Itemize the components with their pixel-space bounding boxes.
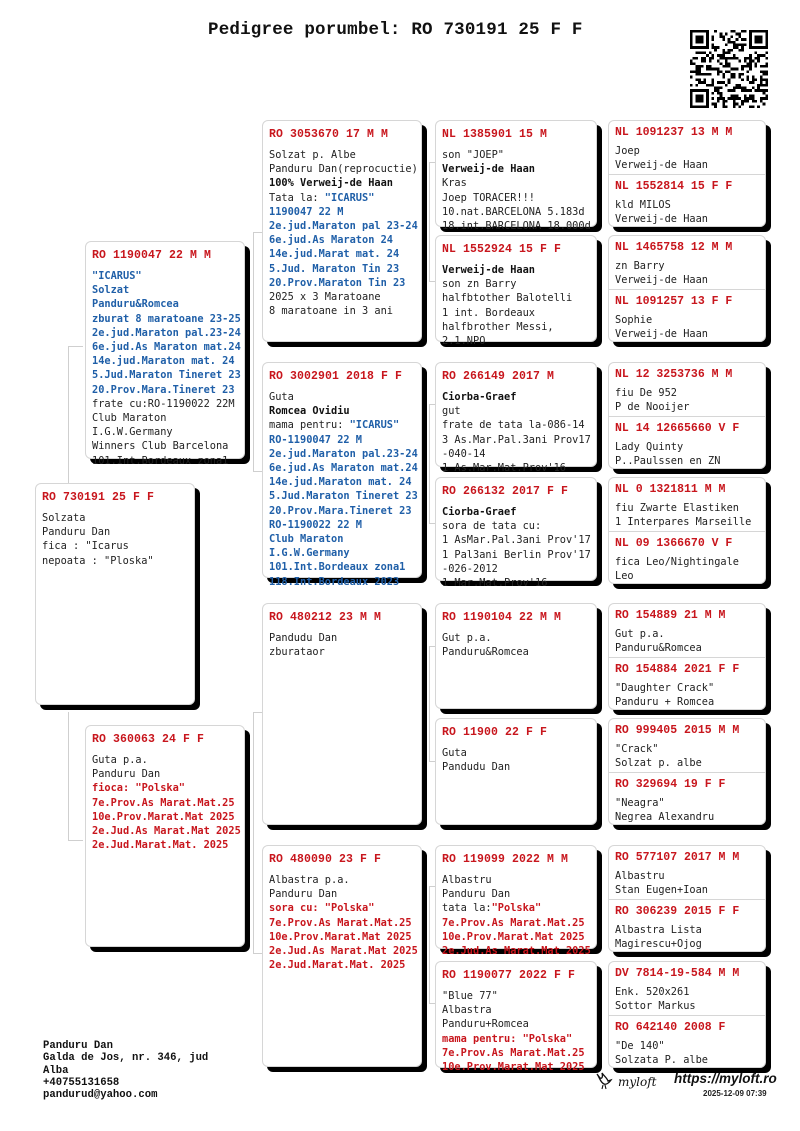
ring-number: DV 7814-19-584 M M (615, 967, 740, 980)
card-line: Pandudu Dan (442, 761, 511, 774)
pigeon-card-ggp-5[interactable] (435, 603, 597, 709)
card-line: 101.Int.Bordeaux zona1 (92, 454, 229, 467)
card-line: Gut p.a. (442, 632, 492, 644)
pigeon-card-g4-1[interactable] (609, 121, 765, 174)
card-line-text: tata la: (442, 902, 492, 915)
card-line-highlight: "ICARUS" (324, 191, 375, 204)
card-line: Panduru&Romcea (615, 642, 702, 655)
card-line: sora cu: "Polska" (269, 902, 375, 915)
card-line: 20.Prov.Maraton Tin 23 (269, 276, 406, 289)
card-line: Verweij-de Haan (615, 327, 708, 340)
card-line: Panduru Dan (442, 888, 511, 901)
pigeon-card-g4-6[interactable] (609, 416, 765, 469)
card-line: 5.Jud. Maraton Tin 23 (269, 262, 400, 275)
card-line: Verweij-de Haan (615, 274, 708, 287)
card-line: "Daughter Crack" (615, 681, 715, 694)
card-line: 18.int.BARCELONA 18.000d (442, 220, 591, 233)
card-line: Joep (615, 145, 640, 157)
card-line: Club Maraton (269, 533, 344, 546)
ring-number: RO 329694 19 F F (615, 777, 726, 791)
card-line: 100% Verweij-de Haan (269, 177, 393, 190)
owner-address-line2: Alba (43, 1064, 69, 1077)
card-line: Club Maraton (92, 412, 167, 425)
card-line: P..Paulssen en ZN (615, 454, 721, 467)
ring-number: NL 1385901 15 M (442, 128, 548, 141)
pigeon-pair-4 (608, 477, 766, 584)
card-line: 2e.Jud.As Marat.Mat 2025 (269, 945, 418, 958)
ring-number: RO 577107 2017 M M (615, 851, 740, 864)
pigeon-card-ggp-6[interactable] (435, 718, 597, 825)
card-lines (92, 269, 241, 468)
pigeon-card-g4-15[interactable] (609, 962, 765, 1015)
card-line: 10e.Prov.Marat.Mat 2025 (442, 1061, 585, 1074)
page-title: Pedigree porumbel: RO 730191 25 F F (208, 20, 583, 40)
pigeon-card-ggp-7[interactable] (435, 845, 597, 958)
ring-number: NL 1465758 12 M M (615, 241, 733, 254)
ring-number: NL 14 12665660 V F (615, 421, 740, 435)
card-line: Ciorba-Graef (442, 506, 517, 518)
owner-info (43, 1040, 208, 1101)
pigeon-card-ggp-1[interactable] (435, 120, 597, 233)
card-line: Panduru Dan (92, 768, 161, 781)
card-line: 7e.Prov.As Marat.Mat.25 (442, 1046, 585, 1059)
card-line: 3 As.Mar.Pal.3ani Prov17 (442, 433, 591, 446)
pigeon-card-sire[interactable] (85, 241, 245, 467)
ring-number: NL 1091237 13 M M (615, 126, 733, 139)
card-line: fiu De 952 (615, 387, 677, 399)
card-line: 1 As.Mar.Mat.Prov'16 (442, 462, 566, 475)
card-lines (442, 505, 590, 590)
card-line: Solzata (42, 512, 86, 524)
pigeon-card-ggp-4[interactable] (435, 477, 597, 590)
card-line: 2e.Jud.As Marat.Mat 2025 (92, 825, 241, 838)
card-line: 14e.jud.Maraton mat. 24 (269, 476, 412, 489)
ring-number: RO 3053670 17 M M (269, 128, 389, 141)
pigeon-card-g4-13[interactable] (609, 846, 765, 899)
card-line: 2.1.NPO (442, 335, 486, 348)
pigeon-pair-6 (608, 718, 766, 825)
pigeon-pair-3 (608, 362, 766, 469)
owner-email[interactable]: pandurud@yahoo.com (43, 1089, 158, 1102)
ring-number: NL 1091257 13 F F (615, 294, 733, 308)
ring-number: RO 642140 2008 F (615, 1020, 726, 1034)
card-line: mama pentru: "Polska" (442, 1032, 573, 1045)
owner-address-line1: Galda de Jos, nr. 346, jud (43, 1052, 209, 1065)
ring-number: RO 1190047 22 M M (92, 249, 212, 262)
card-lines (442, 631, 590, 659)
card-line: Romcea Ovidiu (269, 405, 350, 418)
pigeon-card-g4-10[interactable] (609, 657, 765, 710)
card-line: I.G.W.Germany (269, 547, 350, 560)
card-line: fioca: "Polska" (92, 782, 185, 795)
card-lines (442, 263, 590, 348)
card-line: frate cu:RO-1190022 22M (92, 397, 235, 410)
card-line: "Crack" (615, 743, 659, 755)
connector-sire-gp (253, 232, 262, 472)
card-line: 2e.jud.Maraton pal.23-24 (92, 326, 241, 339)
card-line: Negrea Alexandru (615, 810, 715, 823)
brand-name: myloft (618, 1075, 657, 1089)
card-line: Verweij-de Haan (442, 264, 535, 276)
card-line: 1190047 22 M (269, 205, 344, 218)
ring-number: RO 154884 2021 F F (615, 662, 740, 676)
connector-subject-sire (68, 346, 83, 485)
card-line: Solzat (92, 284, 130, 297)
card-lines (442, 873, 590, 958)
ring-number: RO 11900 22 F F (442, 726, 548, 739)
card-line: nepoata : "Ploska" (42, 554, 154, 567)
pigeon-card-g4-5[interactable] (609, 363, 765, 416)
card-lines (442, 989, 590, 1074)
ring-number: RO 306239 2015 F F (615, 904, 740, 918)
card-line: halfbtother Balotelli (442, 292, 573, 305)
card-line: Panduru + Romcea (615, 695, 715, 708)
pigeon-card-g4-16[interactable] (609, 1015, 765, 1068)
ring-number: RO 999405 2015 M M (615, 724, 740, 737)
pigeon-pair-7 (608, 845, 766, 952)
card-line: Albastru (615, 870, 665, 882)
card-line: 2e.Jud.Marat.Mat. 2025 (269, 959, 406, 972)
card-line: 2e.Jud.As Marat.Mat 2025 (442, 945, 591, 958)
ring-number: NL 09 1366670 V F (615, 536, 733, 550)
card-line: frate de tata la-086-14 (442, 419, 585, 432)
owner-phone: +40755131658 (43, 1076, 120, 1089)
pigeon-card-g4-8[interactable] (609, 531, 765, 584)
card-line: 20.Prov.Mara.Tineret 23 (269, 504, 412, 517)
ring-number: RO 3002901 2018 F F (269, 370, 403, 383)
ring-number: RO 480090 23 F F (269, 853, 382, 866)
card-line: RO-1190022 22 M (269, 518, 362, 531)
card-line: 118.Int.Bordeaux 2023 (269, 575, 400, 588)
card-line: 2025 x 3 Maratoane (269, 291, 381, 304)
card-line: fiu Zwarte Elastiken (615, 502, 739, 514)
card-lines (269, 873, 418, 972)
card-line: Albastra Lista (615, 923, 702, 936)
card-line: Solzata P. albe (615, 1053, 708, 1066)
card-lines (269, 631, 415, 659)
ring-number: NL 1552924 15 F F (442, 243, 562, 256)
card-line: P de Nooijer (615, 401, 690, 414)
ring-number: NL 12 3253736 M M (615, 368, 733, 381)
card-line: 6e.jud.As Maraton mat.24 (92, 341, 241, 354)
card-line: 7e.Prov.As Marat.Mat.25 (442, 916, 585, 929)
pigeon-card-g4-7[interactable] (609, 478, 765, 531)
pigeon-pair-5 (608, 603, 766, 710)
card-line: Magirescu+Ojog (615, 937, 702, 950)
card-line: 2e.Jud.Marat.Mat. 2025 (92, 839, 229, 852)
ring-number: RO 266149 2017 M (442, 370, 555, 383)
card-line: Ciorba-Graef (442, 391, 517, 403)
pigeon-card-sire-dam[interactable] (262, 362, 422, 588)
pigeon-card-ggp-2[interactable] (435, 235, 597, 348)
card-line-highlight: "Polska" (491, 902, 542, 915)
pigeon-logo-icon (594, 1070, 614, 1094)
ring-number: NL 1552814 15 F F (615, 179, 733, 193)
pigeon-card-subject[interactable] (35, 483, 195, 705)
card-line-text: Tata la: (269, 191, 325, 204)
card-line: 6e.jud.As Maraton 24 (269, 234, 393, 247)
card-lines (92, 753, 241, 852)
card-line: Lady Quinty (615, 440, 684, 453)
card-lines (442, 390, 590, 475)
card-line: 2e.jud.Maraton pal 23-24 (269, 220, 418, 233)
pigeon-card-g4-12[interactable] (609, 772, 765, 825)
card-line: "Neagra" (615, 796, 665, 809)
qr-code-icon (690, 30, 768, 108)
website-link[interactable]: https://myloft.ro (674, 1071, 777, 1086)
owner-name: Panduru Dan (43, 1040, 113, 1052)
card-line: Gut p.a. (615, 628, 665, 640)
brand-logo (594, 1070, 656, 1094)
card-line: 10e.Prov.Marat.Mat 2025 (442, 930, 585, 943)
card-line: halfbrother Messi, (442, 320, 554, 333)
card-line: 101.Int.Bordeaux zona1 (269, 561, 406, 574)
pigeon-pair-2 (608, 235, 766, 342)
card-line: Sophie (615, 313, 653, 326)
connector-subject-dam (68, 712, 83, 841)
card-line: 1 AsMar.Pal.3ani Prov'17 (442, 534, 591, 547)
card-line: 14e.jud.Marat mat. 24 (269, 248, 400, 261)
pigeon-card-g4-3[interactable] (609, 236, 765, 289)
card-line: zburataor (269, 646, 325, 659)
card-line-highlight: "ICARUS" (349, 419, 400, 432)
ring-number: RO 360063 24 F F (92, 733, 205, 746)
connector-dam-gp (253, 712, 262, 954)
card-lines (269, 390, 418, 589)
card-line-text: mama pentru: (269, 419, 350, 432)
card-lines (42, 511, 188, 568)
card-line: Guta (269, 391, 294, 403)
card-line: Solzat p. Albe (269, 149, 356, 161)
card-line: Panduru Dan (269, 888, 338, 901)
card-line: kld MILOS (615, 198, 671, 211)
pigeon-card-ggp-8[interactable] (435, 961, 597, 1074)
card-line: Kras (442, 177, 467, 190)
card-line: Albastra (442, 1004, 492, 1017)
ring-number: RO 119099 2022 M M (442, 853, 569, 866)
card-line: zburat 8 maratoane 23-25 (92, 312, 241, 325)
card-line: 6e.jud.As Maraton mat.24 (269, 462, 418, 475)
card-line: "Blue 77" (442, 990, 498, 1002)
card-line: son zn Barry (442, 278, 517, 291)
pigeon-card-g4-9[interactable] (609, 604, 765, 657)
pigeon-card-ggp-3[interactable] (435, 362, 597, 475)
ring-number: RO 1190104 22 M M (442, 611, 562, 624)
card-line: Verweij-de Haan (615, 212, 708, 225)
pigeon-card-g4-4[interactable] (609, 289, 765, 342)
card-line (269, 191, 415, 205)
card-line: Solzat p. albe (615, 757, 702, 770)
card-line: "ICARUS" (92, 270, 142, 282)
ring-number: RO 266132 2017 F F (442, 485, 569, 498)
pigeon-card-dam-sire[interactable] (262, 603, 422, 825)
print-timestamp: 2025-12-09 07:39 (703, 1089, 767, 1098)
card-line: 8 maratoane in 3 ani (269, 305, 393, 318)
card-line: Albastra p.a. (269, 874, 350, 886)
card-line: 1 Pal3ani Berlin Prov'17 (442, 548, 591, 561)
card-line: gut (442, 405, 461, 418)
card-line (269, 418, 415, 432)
card-line: Enk. 520x261 (615, 986, 690, 998)
pigeon-card-g4-14[interactable] (609, 899, 765, 952)
card-line: sora de tata cu: (442, 520, 542, 533)
card-line: zn Barry (615, 260, 665, 272)
card-line: 2e.jud.Maraton pal.23-24 (269, 447, 418, 460)
card-line: 10e.Prov.Marat.Mat 2025 (92, 810, 235, 823)
card-line: Pandudu Dan (269, 632, 338, 644)
ring-number: RO 1190077 2022 F F (442, 969, 576, 982)
card-line: "De 140" (615, 1039, 665, 1052)
card-line: 7e.Prov.As Marat.Mat.25 (92, 796, 235, 809)
card-line: Guta (442, 747, 467, 759)
card-line: Albastru (442, 874, 492, 886)
ring-number: RO 480212 23 M M (269, 611, 382, 624)
card-line: 1 Interpares Marseille (615, 516, 752, 529)
card-line: 20.Prov.Mara.Tineret 23 (92, 383, 235, 396)
card-line: 5.Jud.Maraton Tineret 23 (92, 369, 241, 382)
card-line: Verweij-de Haan (442, 163, 535, 176)
card-line: fica : "Icarus (42, 540, 129, 553)
pigeon-pair-1 (608, 120, 766, 227)
card-line: 5.Jud.Maraton Tineret 23 (269, 490, 418, 503)
pigeon-card-dam[interactable] (85, 725, 245, 947)
card-line: -026-2012 (442, 562, 498, 575)
card-line: Panduru+Romcea (442, 1018, 529, 1031)
card-line: RO-1190047 22 M (269, 433, 362, 446)
card-line: Stan Eugen+Ioan (615, 884, 708, 897)
card-lines (442, 148, 590, 233)
card-line: 14e.jud.Maraton mat. 24 (92, 355, 235, 368)
card-line: 10.nat.BARCELONA 5.183d (442, 205, 585, 218)
pigeon-pair-8 (608, 961, 766, 1068)
card-line: fica Leo/Nightingale (615, 555, 739, 568)
card-line (442, 901, 590, 915)
card-line: Guta p.a. (92, 754, 148, 766)
card-line: 1 int. Bordeaux (442, 306, 535, 319)
pigeon-card-g4-11[interactable] (609, 719, 765, 772)
card-line: son "JOEP" (442, 149, 504, 161)
card-line: 1 Mar.Mat.Prov'16 (442, 577, 548, 590)
pigeon-card-g4-2[interactable] (609, 174, 765, 227)
card-lines (269, 148, 418, 318)
card-line: Panduru&Romcea (92, 298, 179, 311)
card-line: Sottor Markus (615, 1000, 696, 1013)
card-line: 7e.Prov.As Marat.Mat.25 (269, 916, 412, 929)
pigeon-card-sire-sire[interactable] (262, 120, 422, 342)
card-line: Verweij-de Haan (615, 159, 708, 172)
card-line: Panduru&Romcea (442, 646, 529, 659)
pigeon-card-dam-dam[interactable] (262, 845, 422, 1067)
ring-number: RO 154889 21 M M (615, 609, 726, 622)
card-line: Panduru Dan (42, 526, 111, 539)
card-line: Panduru Dan(reprocuctie) (269, 163, 418, 176)
card-line: Joep TORACER!!! (442, 191, 535, 204)
card-line: 10e.Prov.Marat.Mat 2025 (269, 930, 412, 943)
card-lines (442, 746, 590, 774)
ring-number: RO 730191 25 F F (42, 491, 155, 504)
ring-number: NL 0 1321811 M M (615, 483, 726, 496)
card-line: Winners Club Barcelona (92, 440, 229, 453)
card-line: Leo (615, 569, 634, 582)
card-line: I.G.W.Germany (92, 426, 173, 439)
card-line: -040-14 (442, 447, 486, 460)
